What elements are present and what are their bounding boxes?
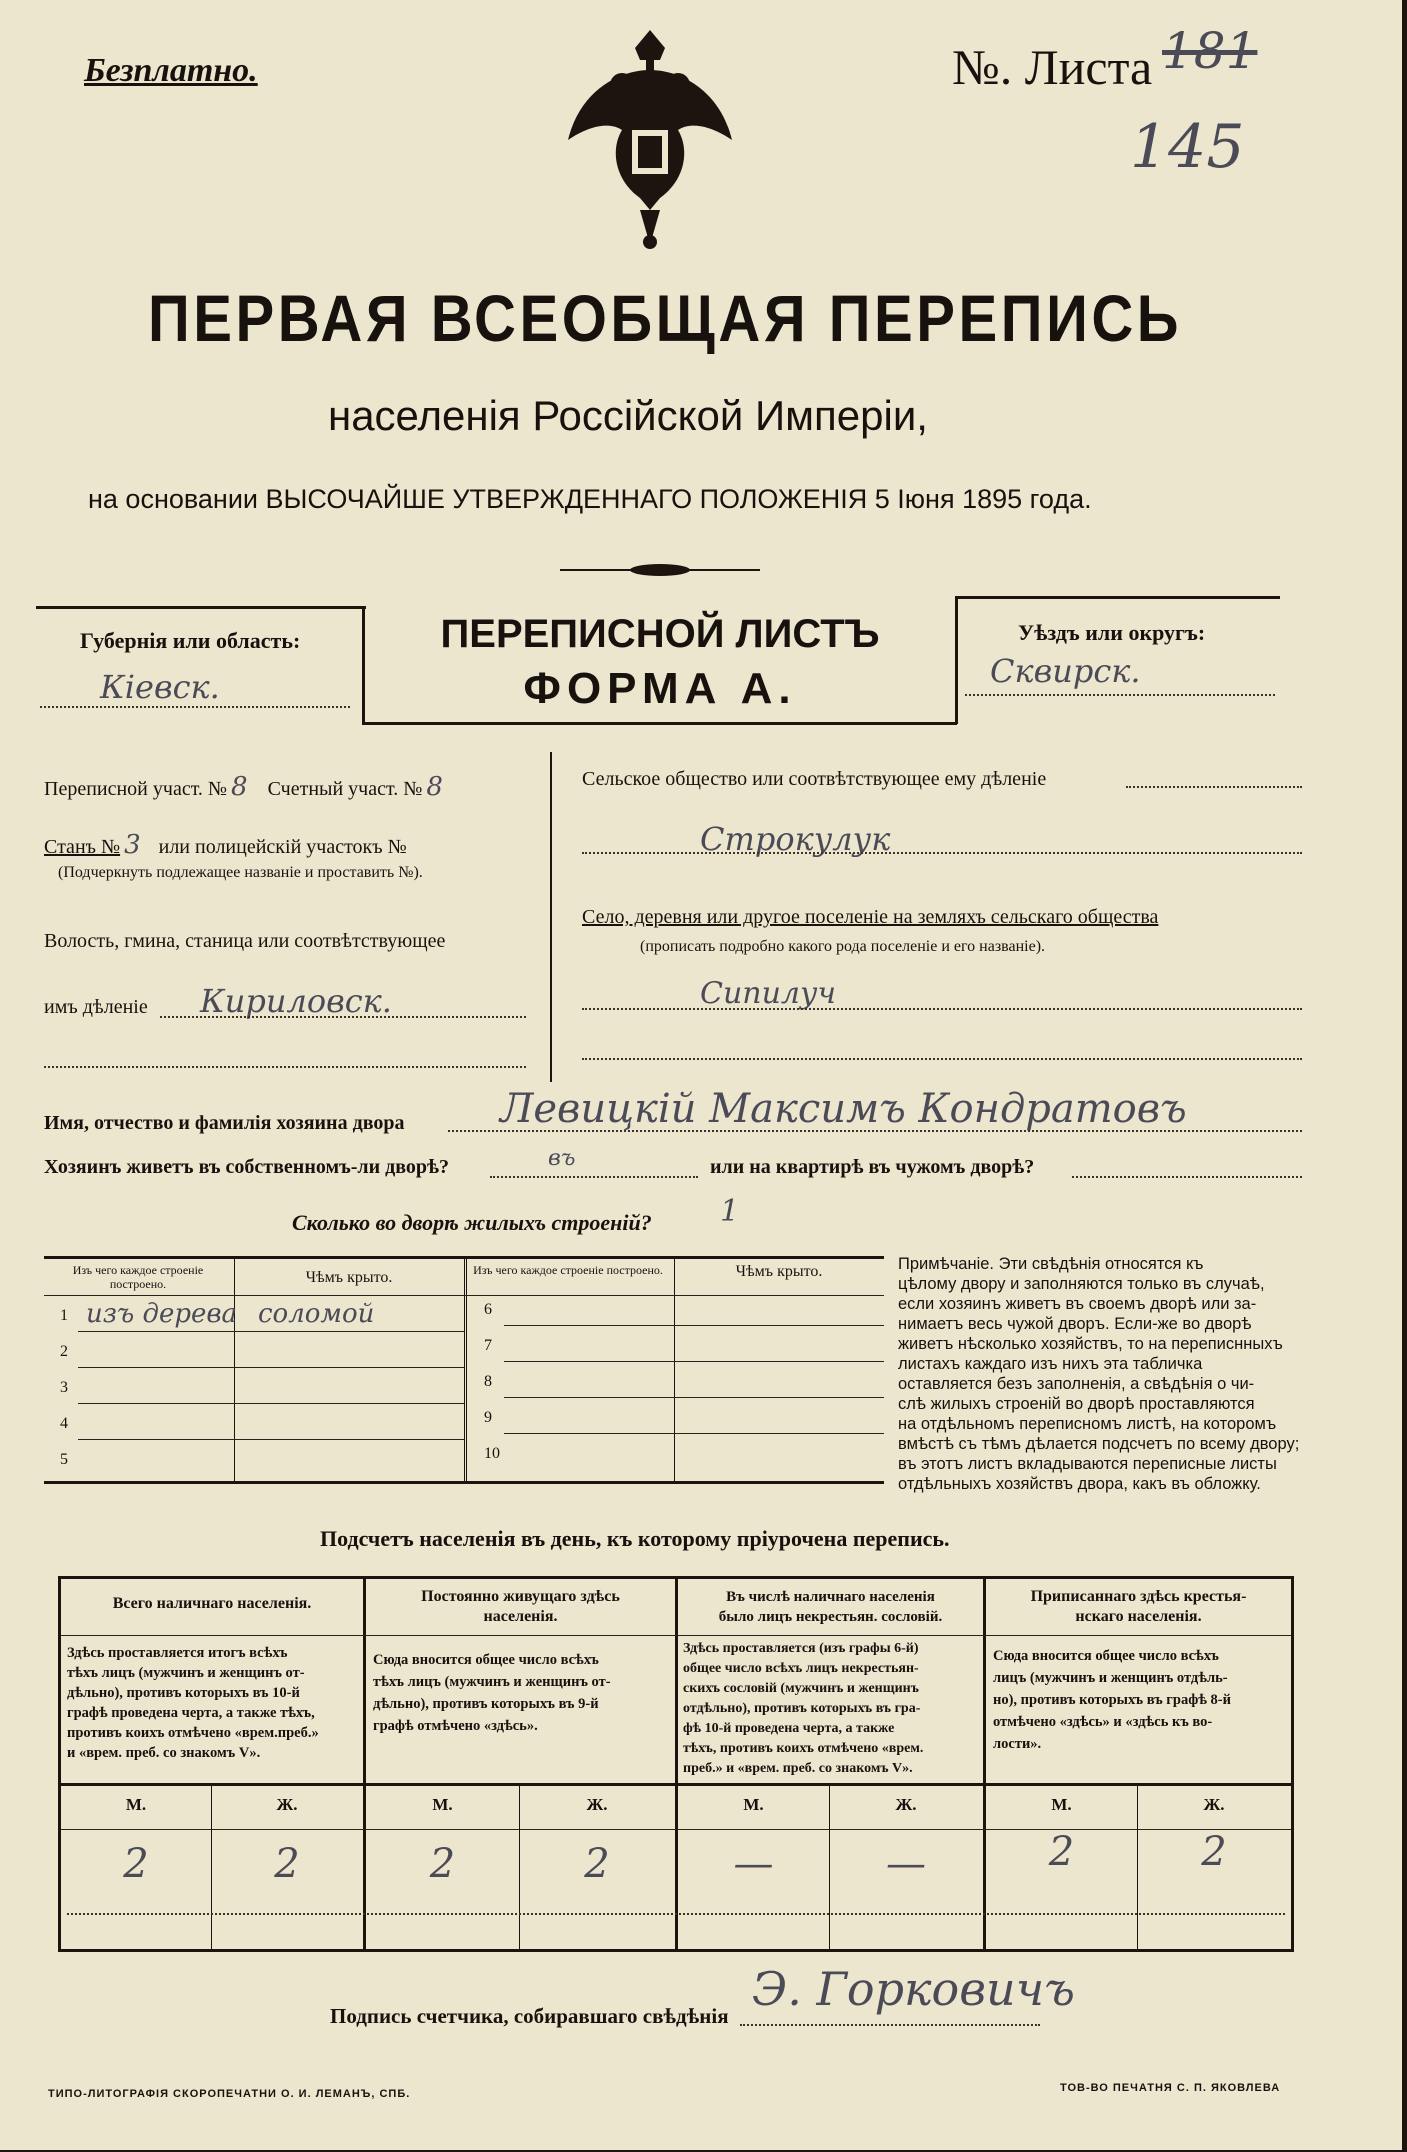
row-number: 4 bbox=[60, 1415, 68, 1432]
male-label: М. bbox=[743, 1795, 764, 1814]
province-value: Кіевск. bbox=[100, 668, 220, 706]
female-label: Ж. bbox=[276, 1795, 298, 1814]
female-label: Ж. bbox=[895, 1795, 917, 1814]
column-head: Въ числѣ наличнаго населенія было лицъ некрестьян. сословій. bbox=[718, 1589, 943, 1625]
form-type: ФОРМА А. bbox=[523, 664, 797, 713]
underline-note: (Подчеркнуть подлежащее названіе и проставить №). bbox=[58, 864, 423, 881]
note-line: отдѣльныхъ хозяйствъ двора, какъ въ обложку. bbox=[898, 1475, 1261, 1493]
male-label: М. bbox=[125, 1795, 147, 1814]
nonpeasant-male-value: — bbox=[733, 1841, 774, 1887]
sheet-number-handwritten: 145 bbox=[1130, 112, 1245, 182]
note-line: цѣлому двору и заполняются только въ случаѣ, bbox=[898, 1275, 1265, 1293]
owner-value: Левицкій Максимъ Кондратовъ bbox=[500, 1086, 1187, 1132]
row1-roof-value: соломой bbox=[258, 1299, 375, 1329]
village-value: Сипилуч bbox=[700, 976, 837, 1011]
row-number: 6 bbox=[484, 1301, 492, 1318]
volost-value: Кириловск. bbox=[200, 982, 392, 1020]
document-title: ПЕРВАЯ ВСЕОБЩАЯ ПЕРЕПИСЬ bbox=[148, 281, 1183, 355]
note-line: слѣ жилыхъ строеній во дворѣ проставляются bbox=[898, 1395, 1255, 1413]
note-line: оставляется безъ заполненія, а свѣдѣнія о чи- bbox=[898, 1375, 1255, 1393]
society-label: Сельское общество или соотвѣтствующее ему дѣленіе bbox=[582, 768, 1047, 790]
column-description: Здѣсь проставляется итогъ всѣхъ тѣхъ лицъ (мужчинъ и женщинъ от- дѣльно), противъ которыхъ въ 10-й графѣ проведена черта, а также тѣхъ, противъ коихъ отмѣчено «врем.преб.» и «врем. преб. со знакомъ V». bbox=[67, 1645, 319, 1761]
own-yard-label: Хозяинъ живетъ въ собственномъ-ли дворѣ? bbox=[44, 1156, 450, 1178]
col-roof-left: Чѣмъ крыто. bbox=[305, 1269, 393, 1286]
volost-label-2: имъ дѣленіе bbox=[44, 996, 148, 1018]
sheet-number-crossed: 181 bbox=[1162, 22, 1258, 80]
female-label: Ж. bbox=[1203, 1795, 1225, 1814]
row-number: 3 bbox=[60, 1379, 68, 1396]
row-number: 2 bbox=[60, 1343, 68, 1360]
note-line: на отдѣльномъ переписномъ листѣ, на которомъ bbox=[898, 1415, 1277, 1433]
row-number: 1 bbox=[60, 1307, 68, 1324]
note-line: если хозяинъ живетъ въ своемъ дворѣ или за- bbox=[898, 1295, 1257, 1313]
column-head: Постоянно живущаго здѣсь населенія. bbox=[421, 1588, 620, 1625]
male-label: М. bbox=[432, 1795, 453, 1814]
census-area-value: 8 bbox=[231, 772, 248, 802]
signature-value: Э. Горковичъ bbox=[752, 1962, 1075, 2016]
column-description: Здѣсь проставляется (изъ графы 6-й) общее число всѣхъ лицъ некрестьян- скихъ сословій (мужчинъ и женщинъ отдѣльно), противъ которыхъ въ гра- фѣ 10-й проведена черта, а также тѣхъ, противъ коихъ отмѣчено «врем. преб.» и «врем. преб. со знакомъ V». bbox=[683, 1641, 924, 1776]
row-number: 5 bbox=[60, 1451, 68, 1468]
row-number: 7 bbox=[484, 1337, 492, 1354]
note-line: вмѣстѣ съ тѣмъ дѣлается подсчетъ по всему двору; bbox=[898, 1435, 1300, 1453]
province-label: Губернія или область: bbox=[80, 628, 301, 653]
row1-built-value: изъ дерева bbox=[86, 1299, 238, 1329]
col-built-left: Изъ чего каждое строеніе построено. bbox=[72, 1263, 204, 1291]
village-label: Село, деревня или другое поселеніе на земляхъ сельскаго общества bbox=[582, 906, 1159, 928]
buildings-value: 1 bbox=[720, 1194, 740, 1229]
signature-label: Подпись счетчика, собиравшаго свѣдѣнія bbox=[330, 2004, 729, 2028]
district-value: Сквирск. bbox=[990, 652, 1141, 690]
printer-left: ТИПО-ЛИТОГРАФІЯ СКОРОПЕЧАТНИ О. И. ЛЕМАНЪ, СПБ. bbox=[48, 2088, 411, 2100]
row-number: 9 bbox=[484, 1409, 492, 1426]
police-label: или полицейскій участокъ № bbox=[158, 836, 407, 858]
total-female-value: 2 bbox=[274, 1841, 300, 1887]
column-head: Всего наличнаго населенія. bbox=[112, 1595, 312, 1612]
buildings-table bbox=[44, 1256, 884, 1484]
legal-basis: на основании ВЫСОЧАЙШЕ УТВЕРЖДЕННАГО ПОЛОЖЕНІЯ 5 Іюня 1895 года. bbox=[88, 484, 1092, 514]
note-line: Примѣчаніе. Эти свѣдѣнія относятся къ bbox=[898, 1255, 1204, 1273]
population-title: Подсчетъ населенія въ день, къ которому пріурочена перепись. bbox=[320, 1526, 950, 1551]
note-line: листахъ каждаго изъ нихъ эта табличка bbox=[898, 1355, 1203, 1373]
col-built-right: Изъ чего каждое строеніе построено. bbox=[473, 1263, 663, 1277]
male-label: М. bbox=[1051, 1795, 1072, 1814]
double-headed-eagle-emblem bbox=[560, 30, 740, 255]
ornament-divider bbox=[560, 560, 760, 580]
stan-label: Станъ № bbox=[44, 836, 121, 858]
society-value: Строкулук bbox=[700, 820, 891, 858]
district-label: Уѣздъ или округъ: bbox=[1018, 620, 1206, 645]
owner-label: Имя, отчество и фамилія хозяина двора bbox=[44, 1112, 405, 1134]
column-description: Сюда вносится общее число всѣхъ тѣхъ лицъ (мужчинъ и женщинъ от- дѣльно), противъ которыхъ въ 9-й графѣ отмѣчено «здѣсь». bbox=[373, 1652, 611, 1734]
village-note: (прописать подробно какого рода поселеніе и его названіе). bbox=[640, 938, 1046, 955]
row-number: 10 bbox=[484, 1445, 500, 1462]
total-male-value: 2 bbox=[123, 1841, 149, 1887]
census-area-label: Переписной участ. № bbox=[44, 778, 228, 800]
col-roof-right: Чѣмъ крыто. bbox=[735, 1263, 823, 1280]
count-area-value: 8 bbox=[426, 772, 443, 802]
own-yard-value: въ bbox=[548, 1146, 576, 1171]
peasant-male-value: 2 bbox=[1048, 1829, 1075, 1875]
free-label: Безплатно. bbox=[84, 52, 258, 89]
count-area-label: Счетный участ. № bbox=[267, 778, 423, 800]
nonpeasant-female-value: — bbox=[886, 1841, 926, 1887]
apartment-label: или на квартирѣ въ чужомъ дворѣ? bbox=[710, 1156, 1035, 1178]
note-block bbox=[898, 1254, 1300, 1494]
form-title: ПЕРЕПИСНОЙ ЛИСТЪ bbox=[440, 612, 880, 656]
female-label: Ж. bbox=[586, 1795, 608, 1814]
buildings-label: Сколько во дворѣ жилыхъ строеній? bbox=[292, 1210, 652, 1235]
stan-value: 3 bbox=[124, 830, 141, 860]
population-table bbox=[58, 1576, 1294, 1952]
resident-male-value: 2 bbox=[429, 1841, 456, 1887]
note-line: нимаетъ весь чужой дворъ. Если-же во дворѣ bbox=[898, 1315, 1252, 1333]
document-subtitle: населенія Россійской Имперіи, bbox=[328, 392, 928, 439]
resident-female-value: 2 bbox=[584, 1841, 610, 1887]
column-head: Приписаннаго здѣсь крестья- нскаго населенія. bbox=[1030, 1588, 1247, 1625]
printer-right: ТОВ-ВО ПЕЧАТНЯ С. П. ЯКОВЛЕВА bbox=[1060, 2082, 1281, 2094]
peasant-female-value: 2 bbox=[1201, 1829, 1227, 1875]
sheet-number-label: №. Листа bbox=[952, 39, 1153, 95]
column-description: Сюда вносится общее число всѣхъ лицъ (мужчинъ и женщинъ отдѣль- но), противъ которыхъ въ графѣ 8-й отмѣчено «здѣсь» и «здѣсь къ во- лости». bbox=[993, 1648, 1231, 1752]
note-line: въ этотъ листъ вкладываются переписные листы bbox=[898, 1455, 1277, 1473]
note-line: живетъ нѣсколько хозяйствъ, то на переписнныхъ bbox=[898, 1335, 1283, 1353]
volost-label-1: Волость, гмина, станица или соотвѣтствующее bbox=[44, 930, 446, 952]
row-number: 8 bbox=[484, 1373, 492, 1390]
